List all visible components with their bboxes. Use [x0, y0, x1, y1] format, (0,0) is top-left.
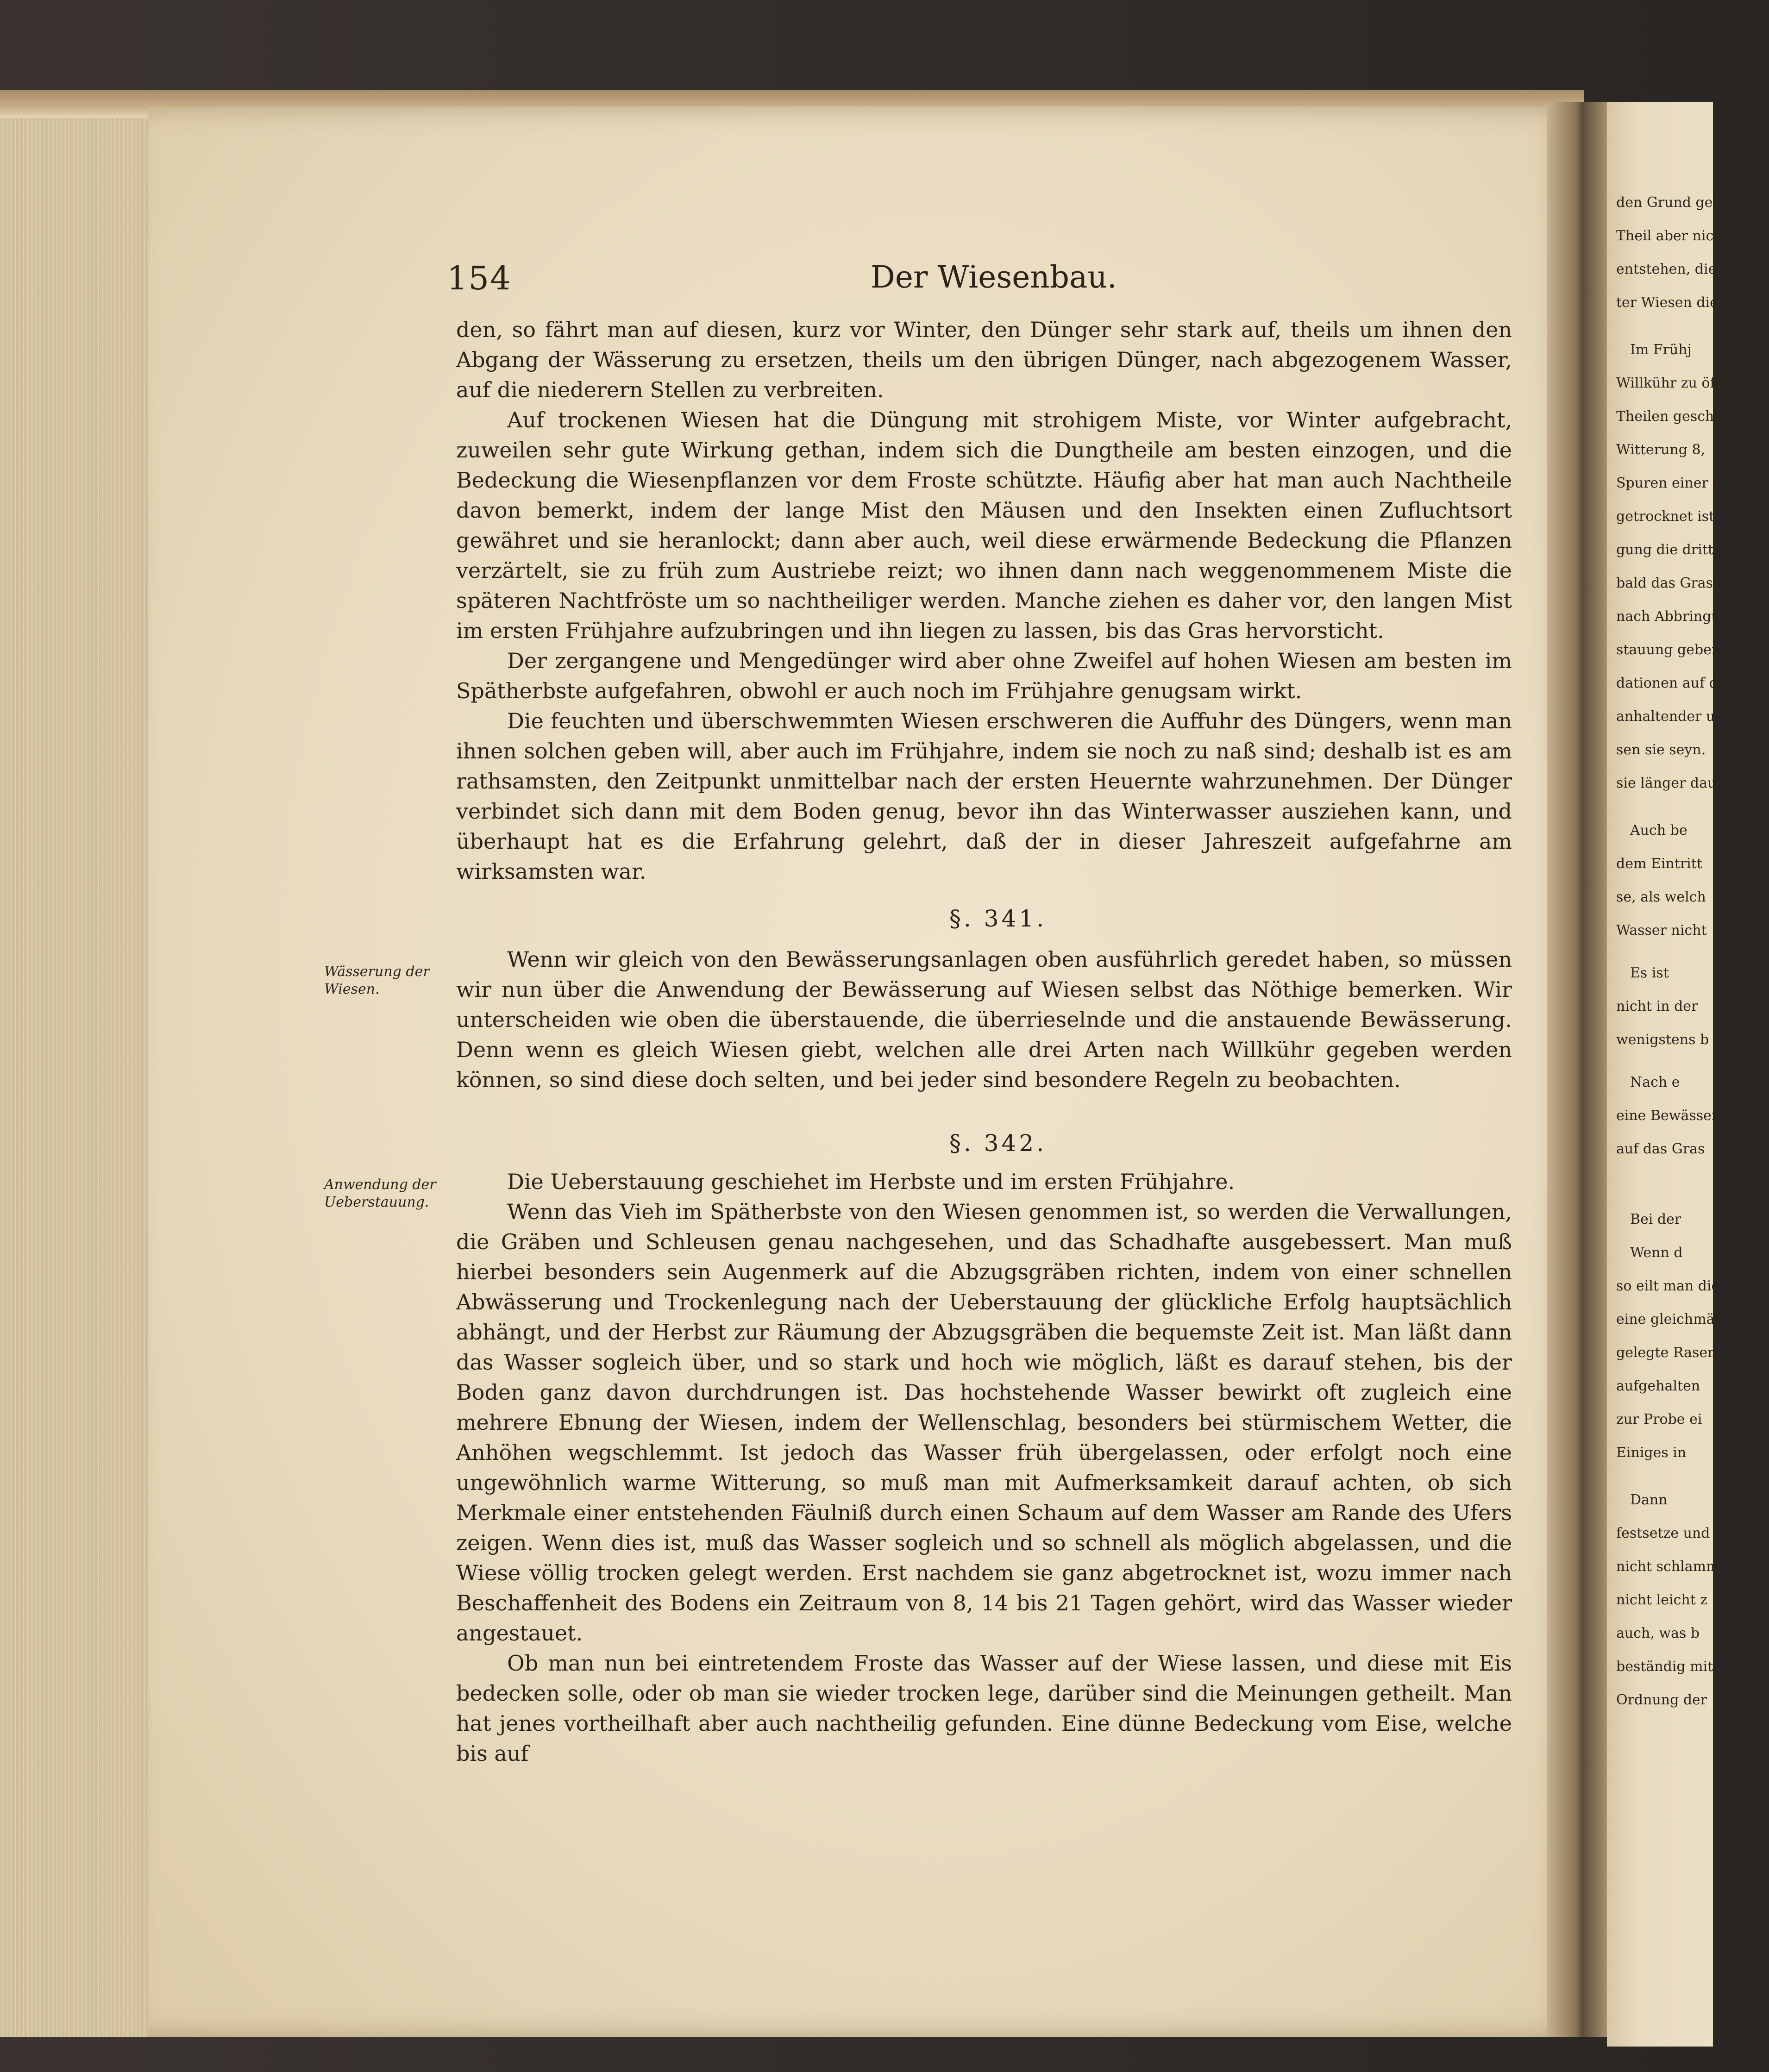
right-page-line: nicht schlamm — [1616, 1559, 1719, 1575]
right-page-line: Nach e — [1630, 1074, 1680, 1090]
right-page-line: Willkühr zu öffn — [1616, 375, 1729, 391]
text-block-341 — [456, 945, 1512, 1095]
right-page-line: Witterung 8, — [1616, 442, 1706, 458]
right-page-line: Spuren einer e — [1616, 475, 1721, 491]
right-page-line: Theil aber nicht, — [1616, 228, 1733, 244]
right-page-line: wenigstens b — [1616, 1032, 1709, 1048]
right-page-line: sen sie seyn. — [1616, 742, 1706, 758]
right-page-line: dationen auf de — [1616, 675, 1726, 691]
right-page-line: Bei der — [1630, 1211, 1681, 1227]
right-page-line: nicht in der — [1616, 998, 1698, 1014]
section-342-heading: §. 342. — [949, 1130, 1047, 1157]
right-page-line: den Grund gefror — [1616, 194, 1740, 211]
right-page-line: gelegte Rasen — [1616, 1345, 1717, 1361]
right-page-line: gung die dritte, — [1616, 542, 1726, 558]
book-gutter — [1547, 102, 1612, 2037]
right-page-line: Dann — [1630, 1492, 1668, 1508]
text-block-1 — [456, 315, 1512, 887]
right-page-line: Wasser nicht — [1616, 922, 1707, 939]
margin-note-waesserung: Wässerung der Wiesen. — [324, 964, 430, 997]
right-page-line: sie länger dau — [1616, 775, 1717, 791]
right-page-line: Ordnung der — [1616, 1692, 1707, 1708]
right-page-line: getrocknet ist, — [1616, 508, 1719, 525]
right-page-line: auch, was b — [1616, 1625, 1700, 1641]
right-page-line: zur Probe ei — [1616, 1411, 1702, 1427]
right-page-line: dem Eintritt — [1616, 856, 1702, 872]
right-page-line: beständig mit — [1616, 1659, 1713, 1675]
right-page-line: nach Abbringun — [1616, 608, 1730, 625]
section-341-heading: §. 341. — [949, 905, 1047, 932]
right-page-line: stauung geben, — [1616, 642, 1725, 658]
right-page-fragment — [1607, 102, 1740, 2047]
right-page-line: ter Wiesen die A — [1616, 294, 1733, 311]
paragraph: Die feuchten und überschwemmten Wiesen erschweren die Auffuhr des Düngers, wenn man ihnen solchen geben will, aber auch im Frühjahre, indem sie noch zu naß sind; deshalb ist es am rathsamsten, den Zeitpunkt unmittelbar nach der ersten Heuernte wahrzunehmen. Der Dünger verbindet sich dann mit dem Boden genug, bevor ihn das Winterwasser ausziehen kann, und überhaupt hat es die Erfahrung gelehrt, daß der in dieser Jahreszeit aufgefahrne am wirksamsten war. — [456, 708, 1512, 884]
right-page-line: Theilen geschwä — [1616, 408, 1734, 425]
paragraph: Auf trockenen Wiesen hat die Düngung mit strohigem Miste, vor Winter aufgebracht, zuweilen sehr gute Wirkung gethan, indem sich die Dungtheile am besten einzogen, und die Bedeckung die Wiesenpflanzen vor dem Froste schützte. Häufig aber hat man auch Nachtheile davon bemerkt, indem der lange Mist den Mäusen und den Insekten einen Zufluchtsort gewähret und sie heranlockt; dann aber auch, weil diese erwärmende Bedeckung die Pflanzen verzärtelt, sie zu früh zum Austriebe reizt; wo ihnen dann nach weggenommenem Miste die späteren Nachtfröste um so nachtheiliger werden. Manche ziehen es daher vor, den langen Mist im ersten Frühjahre aufzubringen und ihn liegen zu lassen, bis das Gras hervorsticht. — [456, 407, 1512, 643]
right-page-line: se, als welch — [1616, 889, 1706, 905]
margin-note-ueberstauung: Anwendung der Ueberstauung. — [324, 1177, 436, 1210]
page-block-edge — [0, 93, 155, 2037]
paragraph: Ob man nun bei eintretendem Froste das Wasser auf der Wiese lassen, und diese mit Eis bedecken solle, oder ob man sie wieder trocken lege, darüber sind die Meinungen getheilt. Man hat jenes vortheilhaft aber auch nachtheilig gefunden. Eine dünne Bedeckung vom Eise, welche bis auf — [456, 1651, 1512, 1766]
right-page-line: Im Frühj — [1630, 342, 1692, 358]
right-page-line: eine Bewässer — [1616, 1108, 1719, 1124]
right-page-line: auf das Gras — [1616, 1141, 1705, 1157]
right-page-line: nicht leicht z — [1616, 1592, 1708, 1608]
running-title: Der Wiesenbau. — [871, 259, 1117, 295]
right-page-line: eine gleichmäß — [1616, 1311, 1724, 1327]
right-page-line: Einiges in — [1616, 1445, 1687, 1461]
page-number: 154 — [447, 259, 512, 297]
text-block-342 — [456, 1167, 1512, 1769]
right-page-line: so eilt man die — [1616, 1278, 1720, 1294]
right-page-line: Es ist — [1630, 965, 1669, 981]
right-page-line: bald das Gras a — [1616, 575, 1726, 591]
right-page-line: Wenn d — [1630, 1245, 1683, 1261]
right-page-line: aufgehalten — [1616, 1378, 1700, 1394]
paragraph: den, so fährt man auf diesen, kurz vor Winter, den Dünger sehr stark auf, theils um ihnen den Abgang der Wässerung zu ersetzen, theils um den übrigen Dünger, nach abgezogenem Wasser, auf die niederern Stellen zu verbreiten. — [456, 317, 1512, 402]
paragraph: Die Ueberstauung geschiehet im Herbste und im ersten Frühjahre. — [507, 1169, 1235, 1194]
paragraph: Wenn wir gleich von den Bewässerungsanlagen oben ausführlich geredet haben, so müssen wir nun über die Anwendung der Bewässerung auf Wiesen selbst das Nöthige bemerken. Wir unterscheiden wie oben die überstauende, die überrieselnde und die anstauende Bewässerung. Denn wenn es gleich Wiesen giebt, welchen alle drei Arten nach Willkühr gegeben werden können, so sind diese doch selten, und bei jeder sind besondere Regeln zu beobachten. — [456, 947, 1512, 1092]
paragraph: Der zergangene und Mengedünger wird aber ohne Zweifel auf hohen Wiesen am besten im Spätherbste aufgefahren, obwohl er auch noch im Frühjahre genugsam wirkt. — [456, 648, 1512, 703]
right-page-line: festsetze und — [1616, 1525, 1710, 1541]
paragraph: Wenn das Vieh im Spätherbste von den Wiesen genommen ist, so werden die Verwallungen, die Gräben und Schleusen genau nachgesehen, und das Schadhafte ausgebessert. Man muß hierbei besonders sein Augenmerk auf die Abzugsgräben richten, indem von einer schnellen Abwässerung und Trockenlegung nach der Ueberstauung der glückliche Erfolg hauptsächlich abhängt, und der Herbst zur Räumung der Abzugsgräben die bequemste Zeit ist. Man läßt dann das Wasser sogleich über, und so stark und hoch wie möglich, läßt es darauf stehen, bis der Boden ganz davon durchdrungen ist. Das hochstehende Wasser bewirkt oft zugleich eine mehrere Ebnung der Wiesen, indem der Wellenschlag, besonders bei stürmischem Wetter, die Anhöhen wegschlemmt. Ist jedoch das Wasser früh übergelassen, oder erfolgt noch eine ungewöhnlich warme Witterung, so muß man mit Aufmerksamkeit darauf achten, ob sich Merkmale einer entstehenden Fäulniß durch einen Schaum auf dem Wasser am Rande des Ufers zeigen. Wenn dies ist, muß das Wasser sogleich und so schnell als möglich abgelassen, und die Wiese völlig trocken gelegt werden. Erst nachdem sie ganz abgetrocknet ist, wozu immer nach Beschaffenheit des Bodens ein Zeitraum von 8, 14 bis 21 Tagen gehört, wird das Wasser wieder angestauet. — [456, 1199, 1512, 1646]
right-page-line: anhaltender u — [1616, 708, 1715, 725]
right-page-line: Auch be — [1630, 822, 1687, 839]
right-page-line: entstehen, die in — [1616, 261, 1734, 277]
